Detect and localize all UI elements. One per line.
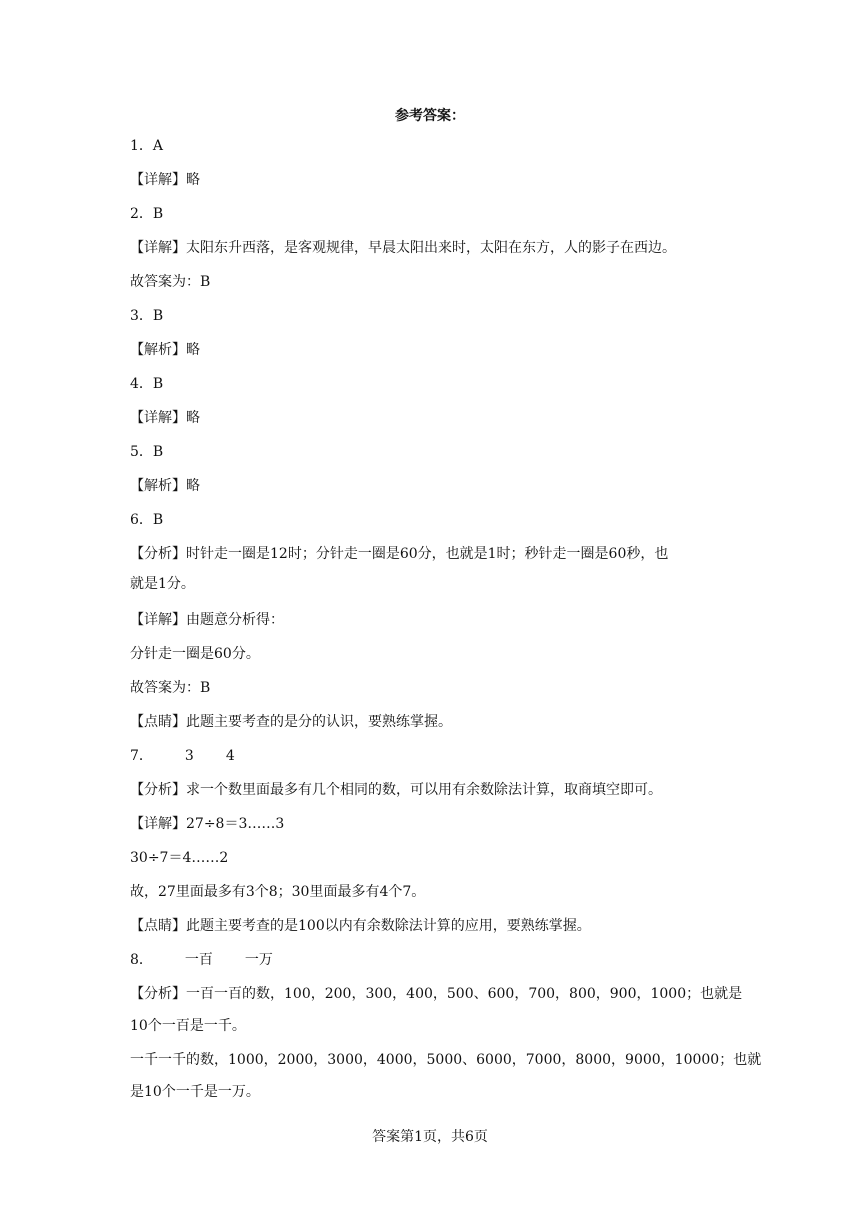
- detail-7-step-2: 30÷7＝4……2: [130, 850, 229, 866]
- answer-3: 3．B: [130, 308, 164, 324]
- page-title: 参考答案：: [395, 108, 465, 124]
- analysis-8-line-1: 【分析】一百一百的数，100，200，300，400，500、600，700，800，900，1000；也就是: [130, 986, 743, 1002]
- explanation-2: 【详解】太阳东升西落，是客观规律，早晨太阳出来时，太阳在东方，人的影子在西边。: [130, 240, 676, 256]
- answer-8: [130, 950, 273, 970]
- conclusion-7: 故，27里面最多有3个8；30里面最多有4个7。: [130, 884, 426, 900]
- answer-7-blank-1: 3: [184, 748, 194, 764]
- analysis-8-line-2: 10个一百是一千。: [130, 1018, 246, 1034]
- answer-4: 4．B: [130, 376, 164, 392]
- comment-7: 【点睛】此题主要考查的是100以内有余数除法计算的应用，要熟练掌握。: [130, 918, 591, 934]
- conclusion-2: 故答案为：B: [130, 274, 211, 290]
- answer-8-blank-1: 一百: [184, 952, 213, 968]
- answer-7: [130, 746, 235, 766]
- page-footer: 答案第1页，共6页: [372, 1129, 488, 1145]
- explanation-1: 【详解】略: [130, 172, 200, 188]
- answer-6: 6．B: [130, 512, 164, 528]
- detail-6: 【详解】由题意分析得：: [130, 612, 284, 628]
- analysis-6-line-2: 就是1分。: [130, 576, 195, 592]
- comment-6: 【点睛】此题主要考查的是分的认识，要熟练掌握。: [130, 714, 452, 730]
- answer-8-blank-2: 一万: [244, 952, 273, 968]
- analysis-7: 【分析】求一个数里面最多有几个相同的数，可以用有余数除法计算，取商填空即可。: [130, 782, 662, 798]
- answer-2: 2．B: [130, 206, 164, 222]
- detail-6-step: 分针走一圈是60分。: [130, 646, 260, 662]
- analysis-8-line-4: 是10个一千是一万。: [130, 1084, 260, 1100]
- explanation-4: 【详解】略: [130, 410, 200, 426]
- explanation-5: 【解析】略: [130, 478, 200, 494]
- explanation-3: 【解析】略: [130, 342, 200, 358]
- conclusion-6: 故答案为：B: [130, 680, 211, 696]
- answer-7-number: 7．: [130, 748, 153, 764]
- answer-7-blank-2: 4: [225, 748, 235, 764]
- analysis-8-line-3: 一千一千的数，1000，2000，3000，4000，5000、6000，7000，8000，9000，10000；也就: [130, 1052, 762, 1068]
- answer-1: 1．A: [130, 138, 164, 154]
- answer-8-number: 8．: [130, 952, 153, 968]
- analysis-6-line-1: 【分析】时针走一圈是12时；分针走一圈是60分，也就是1时；秒针走一圈是60秒，也: [130, 546, 669, 562]
- detail-7-step-1: 【详解】27÷8＝3……3: [130, 816, 285, 832]
- answer-5: 5．B: [130, 444, 164, 460]
